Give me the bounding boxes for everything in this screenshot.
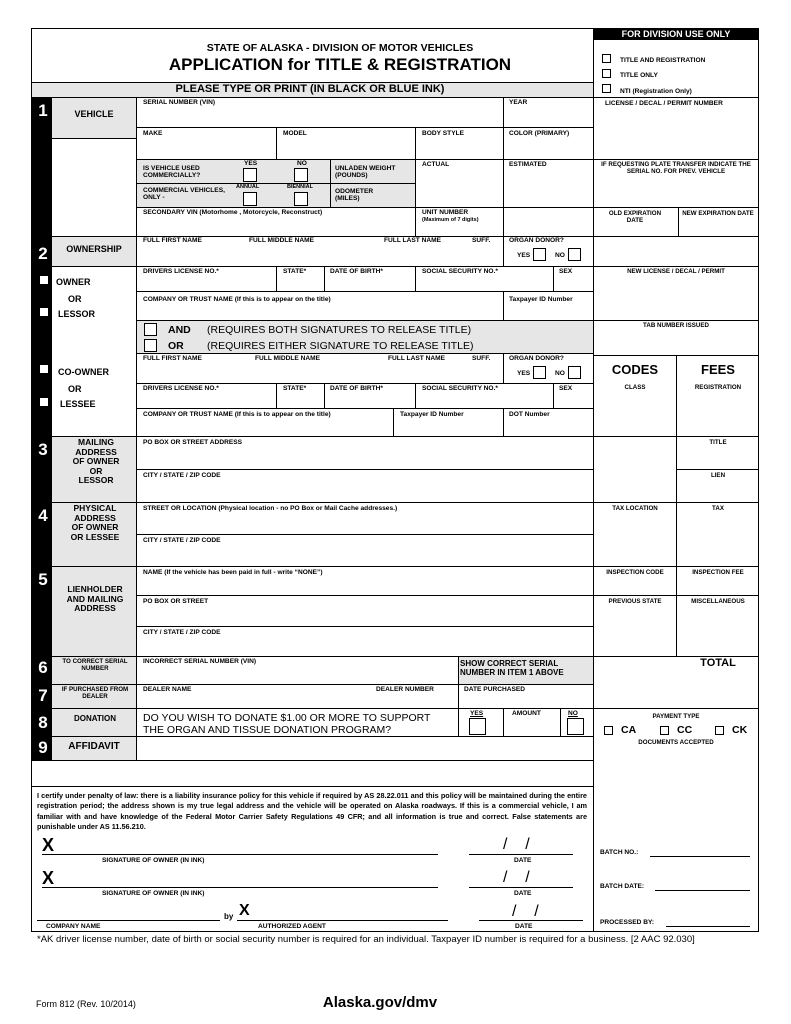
total-label: TOTAL <box>700 657 736 669</box>
section-4-number: 4 <box>38 506 48 525</box>
ck-label: CK <box>732 724 748 736</box>
purchased-label: IF PURCHASED FROM DEALER <box>61 686 129 701</box>
owner-middle-label: FULL MIDDLE NAME <box>249 237 315 244</box>
coowner-organ-yes-checkbox[interactable] <box>533 366 546 379</box>
donation-no-label: NO <box>568 710 578 717</box>
coowner-middle-label: FULL MIDDLE NAME <box>255 355 321 362</box>
owner-checkbox[interactable] <box>39 275 49 285</box>
coowner-label: CO-OWNER <box>58 367 109 377</box>
owner-ssn-label: SOCIAL SECURITY NO.* <box>422 268 498 275</box>
coowner-suff-label: SUFF. <box>472 355 491 362</box>
commercial-use-label: IS VEHICLE USED COMMERCIALLY? <box>143 165 201 180</box>
registration-label: REGISTRATION <box>694 384 742 391</box>
dealer-name-label: DEALER NAME <box>143 686 192 693</box>
serial-label: SERIAL NUMBER (VIN) <box>143 99 216 106</box>
coowner-first-label: FULL FIRST NAME <box>143 355 202 362</box>
inspection-fee-label: INSPECTION FEE <box>692 569 744 576</box>
coowner-ssn-label: SOCIAL SECURITY NO.* <box>422 385 498 392</box>
biennial-checkbox[interactable] <box>294 192 308 206</box>
lien-name-label: NAME (If the vehicle has been paid in full - write “NONE”) <box>143 569 323 576</box>
and-label: AND <box>168 324 191 336</box>
date-purchased-label: DATE PURCHASED <box>464 686 526 693</box>
license-decal-label: LICENSE / DECAL / PERMIT NUMBER <box>605 100 723 107</box>
mailing-city-label: CITY / STATE / ZIP CODE <box>143 472 221 479</box>
cc-label: CC <box>677 724 693 736</box>
tax-label: TAX <box>712 505 724 512</box>
dealer-number-label: DEALER NUMBER <box>376 686 434 693</box>
previous-state-label: PREVIOUS STATE <box>608 598 662 605</box>
date-slash-1: / / <box>503 836 530 853</box>
donation-yes-checkbox[interactable] <box>469 718 486 735</box>
coowner-dob-label: DATE OF BIRTH* <box>330 385 383 392</box>
section-2-number: 2 <box>38 244 48 263</box>
coowner-organ-no-label: NO <box>555 370 565 377</box>
lien-city-label: CITY / STATE / ZIP CODE <box>143 629 221 636</box>
no-label-1: NO <box>297 160 307 167</box>
year-label: YEAR <box>509 99 528 106</box>
coowner-organ-no-checkbox[interactable] <box>568 366 581 379</box>
lien-fee-label: LIEN <box>710 472 726 479</box>
section-1-number: 1 <box>38 101 48 120</box>
division-header: FOR DIVISION USE ONLY <box>593 28 759 40</box>
physical-label: PHYSICAL ADDRESS OF OWNER OR LESSEE <box>70 503 120 542</box>
owner-label: OWNER <box>56 277 91 287</box>
owner-or-label: OR <box>68 294 82 304</box>
actual-label: ACTUAL <box>422 161 450 168</box>
owner-first-label: FULL FIRST NAME <box>143 237 202 244</box>
owner-taxpayer-label: Taxpayer ID Number <box>509 296 573 303</box>
owner-company-label: COMPANY OR TRUST NAME (If this is to appear on the title) <box>143 296 331 303</box>
plate-transfer-label: IF REQUESTING PLATE TRANSFER INDICATE THE SERIAL NO. FOR PREV. VEHICLE <box>601 161 751 176</box>
annual-label: ANNUAL <box>236 184 260 190</box>
unit-number-label: UNIT NUMBER <box>422 209 469 216</box>
owner-dob-label: DATE OF BIRTH* <box>330 268 383 275</box>
signature-x-2: X <box>42 868 55 888</box>
ca-label: CA <box>621 724 637 736</box>
authorized-agent-label: AUTHORIZED AGENT <box>258 923 326 930</box>
section-9-number: 9 <box>38 738 48 757</box>
owner-sex-label: SEX <box>559 268 573 275</box>
physical-city-label: CITY / STATE / ZIP CODE <box>143 537 221 544</box>
unit-max-label: (Maximum of 7 digits) <box>422 217 479 223</box>
title-registration-checkbox[interactable] <box>602 54 611 63</box>
yes-label-1: YES <box>244 160 258 167</box>
owner-organ-yes-label: YES <box>517 252 531 259</box>
coowner-checkbox[interactable] <box>39 364 49 374</box>
title-fee-label: TITLE <box>709 439 727 446</box>
commercial-only-label: COMMERCIAL VEHICLES, ONLY - <box>143 187 225 202</box>
form-title: APPLICATION for TITLE & REGISTRATION <box>168 55 512 74</box>
section-8-number: 8 <box>38 713 48 732</box>
coowner-taxpayer-label: Taxpayer ID Number <box>400 411 464 418</box>
batch-no-label: BATCH NO.: <box>600 849 639 856</box>
section-5-number: 5 <box>38 570 48 589</box>
affidavit-label: AFFIDAVIT <box>68 741 120 752</box>
owner-signature-label-1: SIGNATURE OF OWNER (IN INK) <box>102 857 205 864</box>
date-label-2: DATE <box>514 890 532 897</box>
cc-checkbox[interactable] <box>660 726 669 735</box>
lienholder-label: LIENHOLDER AND MAILING ADDRESS <box>66 584 124 614</box>
odometer-label: ODOMETER (MILES) <box>335 188 374 203</box>
batch-date-label: BATCH DATE: <box>600 883 645 890</box>
title-registration-label: TITLE AND REGISTRATION <box>620 57 706 64</box>
date-slash-3: / / <box>512 903 539 920</box>
color-label: COLOR (PRIMARY) <box>509 130 570 137</box>
correct-serial-label: TO CORRECT SERIAL NUMBER <box>62 658 128 673</box>
website-link[interactable]: Alaska.gov/dmv <box>322 994 438 1011</box>
commercial-no-checkbox[interactable] <box>294 168 308 182</box>
date-label-1: DATE <box>514 857 532 864</box>
donation-question: DO YOU WISH TO DONATE $1.00 OR MORE TO SUPPORT THE ORGAN AND TISSUE DONATION PROGRAM? <box>143 712 431 736</box>
new-license-label: NEW LICENSE / DECAL / PERMIT <box>627 268 725 275</box>
miscellaneous-label: MISCELLANEOUS <box>691 598 745 605</box>
title-only-checkbox[interactable] <box>602 69 611 78</box>
instructions: PLEASE TYPE OR PRINT (IN BLACK OR BLUE INK) <box>175 83 445 95</box>
coowner-state-label: STATE* <box>283 385 307 392</box>
documents-label: DOCUMENTS ACCEPTED <box>638 739 714 746</box>
lessor-checkbox[interactable] <box>39 307 49 317</box>
date-label-3: DATE <box>515 923 533 930</box>
company-name-label: COMPANY NAME <box>46 923 101 930</box>
and-checkbox[interactable] <box>144 323 157 336</box>
footer-note: *AK driver license number, date of birth or social security number is required for an individual. Taxpayer ID number is required for a business. [2 AAC 92.030] <box>37 934 695 945</box>
owner-organ-no-checkbox[interactable] <box>568 248 581 261</box>
mailing-po-label: PO BOX OR STREET ADDRESS <box>143 439 243 446</box>
physical-street-label: STREET OR LOCATION (Physical location - no PO Box or Mail Cache addresses.) <box>143 505 398 512</box>
class-label: CLASS <box>624 384 646 391</box>
model-label: MODEL <box>283 130 307 137</box>
by-label: by <box>224 912 234 921</box>
estimated-label: ESTIMATED <box>509 161 547 168</box>
codes-header: CODES <box>611 362 659 377</box>
ck-checkbox[interactable] <box>715 726 724 735</box>
processed-by-label: PROCESSED BY: <box>600 919 655 926</box>
date-slash-2: / / <box>503 869 530 886</box>
tab-number-label: TAB NUMBER ISSUED <box>643 322 709 329</box>
owner-state-label: STATE* <box>283 268 307 275</box>
lessee-label: LESSEE <box>60 399 96 409</box>
body-style-label: BODY STYLE <box>422 130 465 137</box>
title-only-label: TITLE ONLY <box>620 72 658 79</box>
owner-organ-label: ORGAN DONOR? <box>509 237 564 244</box>
or-label: OR <box>168 340 184 352</box>
donation-no-checkbox[interactable] <box>567 718 584 735</box>
fees-header: FEES <box>701 362 735 377</box>
owner-organ-no-label: NO <box>555 252 565 259</box>
coowner-sex-label: SEX <box>559 385 573 392</box>
donation-yes-label: YES <box>470 710 484 717</box>
lien-po-label: PO BOX OR STREET <box>143 598 209 605</box>
agency-header: STATE OF ALASKA - DIVISION OF MOTOR VEHICLES <box>206 42 474 54</box>
nti-checkbox[interactable] <box>602 84 611 93</box>
coowner-company-label: COMPANY OR TRUST NAME (If this is to appear on the title) <box>143 411 331 418</box>
incorrect-serial-label: INCORRECT SERIAL NUMBER (VIN) <box>143 658 257 665</box>
payment-type-label: PAYMENT TYPE <box>652 713 700 720</box>
affidavit-text: I certify under penalty of law: there is a liability insurance policy for this vehicle if required by AS 28.22.011 and this policy will be maintained during the entire registration period; the address shown is my true legal address and the vehicle will be operated on Alaska roadways. If this is a commercial vehicle, I am familiar with and have knowledge of the Federal Motor Carrier Safety Regulations 49 CFR; and all information is true and correct. False statements are punishable under AS 11.56.210. <box>37 791 587 831</box>
tax-location-label: TAX LOCATION <box>612 505 658 512</box>
lessee-checkbox[interactable] <box>39 397 49 407</box>
nti-label: NTI (Registration Only) <box>620 88 692 95</box>
signature-x-1: X <box>42 835 55 855</box>
secondary-vin-label: SECONDARY VIN (Motorhome , Motorcycle, Reconstruct) <box>143 209 323 216</box>
section-6-number: 6 <box>38 658 48 677</box>
ownership-label: OWNERSHIP <box>66 244 122 254</box>
new-exp-label: NEW EXPIRATION DATE <box>682 210 754 217</box>
or-checkbox[interactable] <box>144 339 157 352</box>
vehicle-label: VEHICLE <box>74 109 114 119</box>
owner-signature-label-2: SIGNATURE OF OWNER (IN INK) <box>102 890 205 897</box>
annual-checkbox[interactable] <box>243 192 257 206</box>
section-3-number: 3 <box>38 440 48 459</box>
unladen-label: UNLADEN WEIGHT (POUNDS) <box>335 165 396 180</box>
donation-label: DONATION <box>73 714 117 723</box>
signature-x-3: X <box>239 902 250 919</box>
show-correct-label: SHOW CORRECT SERIAL NUMBER IN ITEM 1 ABOVE <box>460 659 564 677</box>
owner-organ-yes-checkbox[interactable] <box>533 248 546 261</box>
coowner-organ-label: ORGAN DONOR? <box>509 355 564 362</box>
and-text: (REQUIRES BOTH SIGNATURES TO RELEASE TITLE) <box>207 324 472 336</box>
dot-number-label: DOT Number <box>509 411 550 418</box>
biennial-label: BIENNIAL <box>287 184 313 190</box>
old-exp-label: OLD EXPIRATION DATE <box>608 210 662 225</box>
coowner-organ-yes-label: YES <box>517 370 531 377</box>
ca-checkbox[interactable] <box>604 726 613 735</box>
owner-dl-label: DRIVERS LICENSE NO.* <box>143 268 219 275</box>
donation-amount-label: AMOUNT <box>512 710 541 717</box>
make-label: MAKE <box>143 130 163 137</box>
owner-last-label: FULL LAST NAME <box>384 237 442 244</box>
coowner-dl-label: DRIVERS LICENSE NO.* <box>143 385 219 392</box>
inspection-code-label: INSPECTION CODE <box>606 569 664 576</box>
mailing-label: MAILING ADDRESS OF OWNER OR LESSOR <box>72 437 120 486</box>
commercial-yes-checkbox[interactable] <box>243 168 257 182</box>
owner-suff-label: SUFF. <box>472 237 491 244</box>
or-text: (REQUIRES EITHER SIGNATURE TO RELEASE TITLE) <box>207 340 474 352</box>
section-7-number: 7 <box>38 686 48 705</box>
form-number: Form 812 (Rev. 10/2014) <box>36 999 136 1009</box>
coowner-last-label: FULL LAST NAME <box>388 355 446 362</box>
lessor-label: LESSOR <box>58 309 96 319</box>
coowner-or-label: OR <box>68 384 82 394</box>
